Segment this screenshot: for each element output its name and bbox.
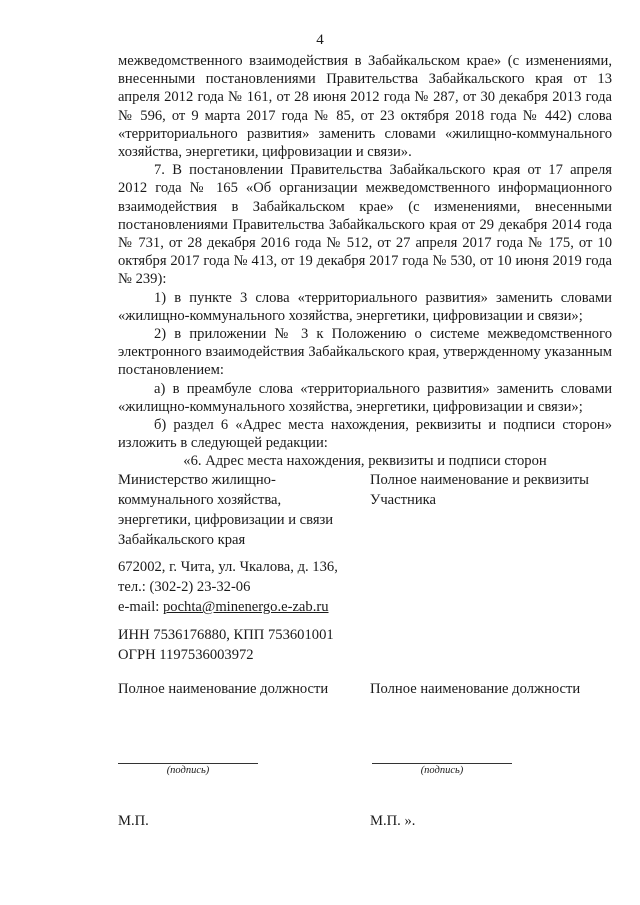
address: 672002, г. Чита, ул. Чкалова, д. 136,	[118, 559, 338, 575]
paragraph-continuation: межведомственного взаимодействия в Забайкальском крае» (с изменениями, внесенными постановлениями Правительства Забайкальского края от 13 апреля 2012 года № 161, от 28 июня 2012 года № 287, от 30 декабря 2013 года № 596, от 9 марта 2017 года № 85, от 23 октября 2018 года № 442) слова «территориального развития» заменить словами «жилищно-коммунального хозяйства, энергетики, цифровизации и связи».	[118, 53, 612, 161]
left-position-label: Полное наименование должности	[118, 681, 329, 697]
ministry-name: Министерство жилищно- коммунального хозяйства, энергетики, цифровизации и связи Забайкальского края	[118, 472, 334, 548]
page-number: 4	[316, 32, 324, 48]
document-body	[118, 52, 612, 471]
right-stamp-label: М.П. ».	[370, 813, 416, 829]
left-stamp-label: М.П.	[118, 813, 149, 829]
email-line: e-mail: pochta@minenergo.e-zab.ru	[118, 599, 329, 615]
paragraph-item-7: 7. В постановлении Правительства Забайкальского края от 17 апреля 2012 года № 165 «Об организации межведомственного информационного взаимодействия в Забайкальском крае» (с изменениями, внесенными постановлениями Правительства Забайкальского края от 29 декабря 2014 года № 731, от 28 декабря 2016 года № 512, от 27 апреля 2017 года № 175, от 10 октября 2017 года № 413, от 19 декабря 2017 года № 530, от 10 июня 2019 года № 239):	[118, 162, 612, 288]
email-link[interactable]: pochta@minenergo.e-zab.ru	[162, 599, 329, 615]
paragraph-subitem-1: 1) в пункте 3 слова «территориального развития» заменить словами «жилищно-коммунального хозяйства, энергетики, цифровизации и связи»;	[118, 289, 612, 324]
paragraph-subitem-2: 2) в приложении № 3 к Положению о системе межведомственного электронного взаимодействия Забайкальского края, утвержденному указанным постановлением:	[118, 326, 612, 379]
left-signature-label: (подпись)	[166, 765, 210, 776]
participant-name: Полное наименование и реквизиты Участника	[370, 472, 589, 508]
right-position-label: Полное наименование должности	[370, 681, 581, 697]
paragraph-subitem-b: б) раздел 6 «Адрес места нахождения, реквизиты и подписи сторон» изложить в следующей редакции:	[118, 417, 612, 452]
ministry-requisites	[118, 625, 358, 665]
section-heading: «6. Адрес места нахождения, реквизиты и подписи сторон	[183, 453, 547, 470]
paragraph-subitem-a: а) в преамбуле слова «территориального развития» заменить словами «жилищно-коммунального хозяйства, энергетики, цифровизации и связи»;	[118, 380, 612, 415]
left-signature-line	[118, 763, 258, 764]
phone: тел.: (302-2) 23-32-06	[118, 579, 251, 595]
ogrn: ОГРН 1197536003972	[118, 647, 254, 663]
right-signature-label: (подпись)	[420, 765, 464, 776]
ministry-contacts	[118, 557, 358, 617]
right-signature-line	[372, 763, 512, 764]
inn-kpp: ИНН 7536176880, КПП 753601001	[118, 627, 334, 643]
